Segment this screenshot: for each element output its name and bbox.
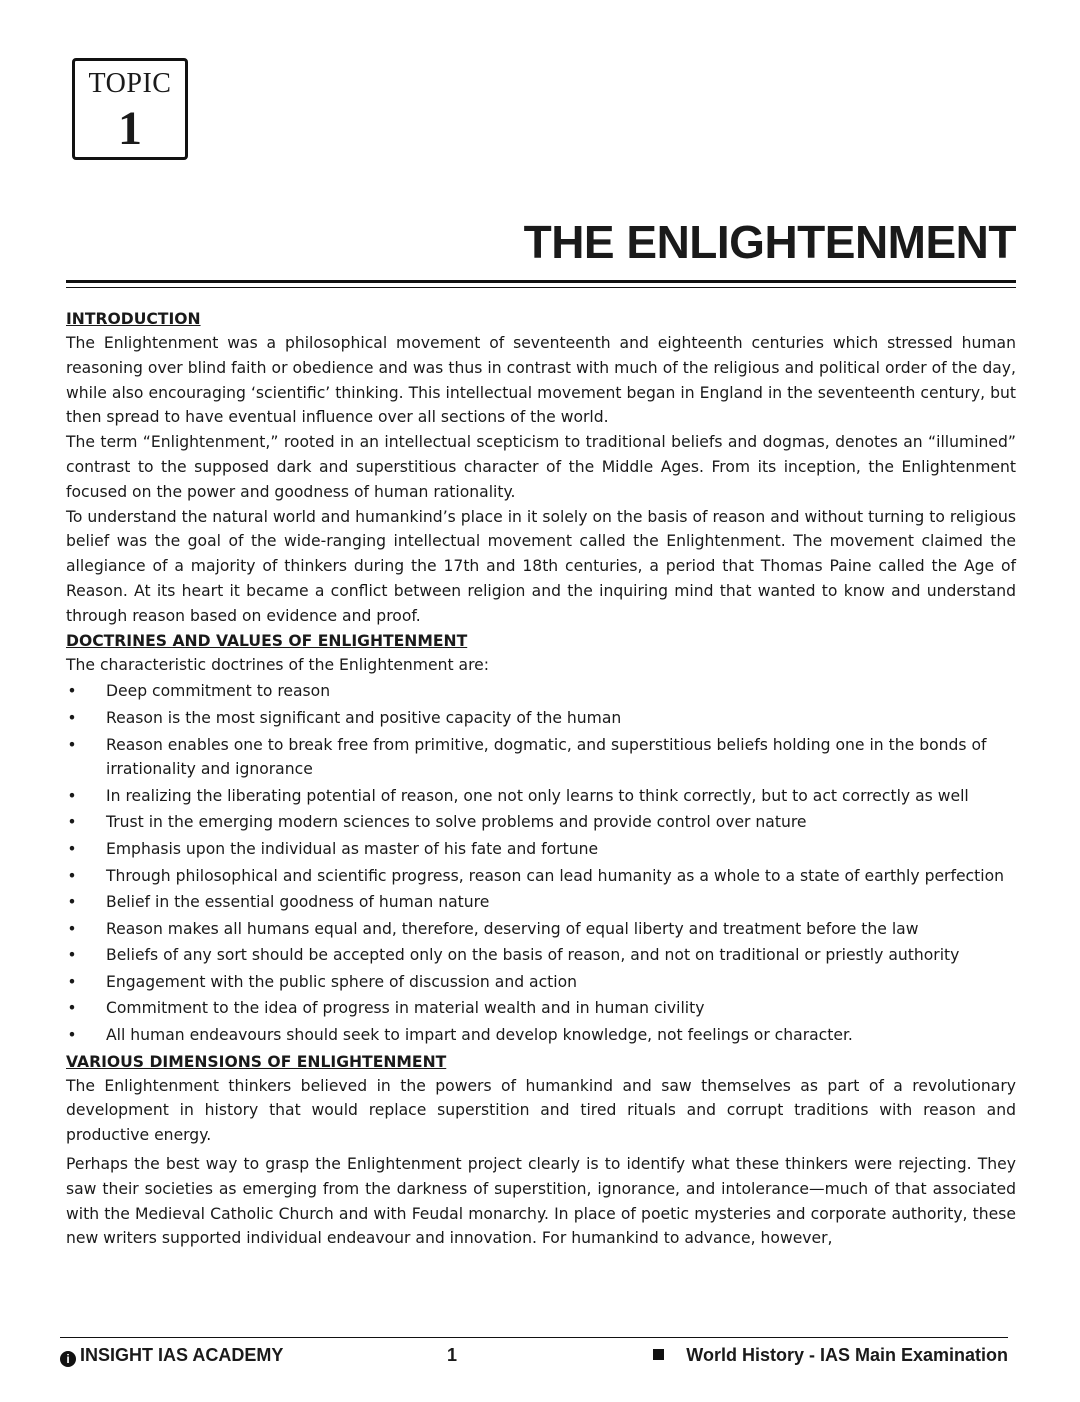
- footer-divider: [60, 1337, 1008, 1338]
- bullet-icon: •: [67, 893, 77, 912]
- list-item: • Emphasis upon the individual as master of his fate and fortune: [66, 837, 1016, 862]
- doctrines-list: [66, 679, 1016, 1047]
- document-body: [66, 307, 1016, 1251]
- academy-logo-icon: i: [60, 1351, 76, 1367]
- doctrines-intro: The characteristic doctrines of the Enlightenment are:: [66, 655, 490, 674]
- page-footer: [60, 1345, 1008, 1371]
- topic-badge: [72, 58, 188, 160]
- list-item: • Engagement with the public sphere of discussion and action: [66, 970, 1016, 995]
- doctrines-heading: DOCTRINES AND VALUES OF ENLIGHTENMENT: [66, 631, 468, 650]
- bullet-icon: •: [67, 999, 77, 1018]
- dimensions-paragraph-2: Perhaps the best way to grasp the Enlightenment project clearly is to identify what these thinkers were rejecting. They saw their societies as emerging from the darkness of superstition, ignorance, and intolerance—much of that associated with the Medieval Catholic Church and with Feudal monarchy. In place of poetic mysteries and corporate authority, these new writers supported individual endeavour and innovation. For humankind to advance, however,: [66, 1155, 1016, 1248]
- list-item: • Deep commitment to reason: [66, 679, 1016, 704]
- list-item: • All human endeavours should seek to impart and develop knowledge, not feelings or character.: [66, 1023, 1016, 1048]
- list-item: • Through philosophical and scientific progress, reason can lead humanity as a whole to a state of earthly perfection: [66, 864, 1016, 889]
- series-name: World History - IAS Main Examination: [686, 1345, 1008, 1365]
- list-item: • In realizing the liberating potential of reason, one not only learns to think correctly, but to act correctly as well: [66, 784, 1016, 809]
- bullet-icon: •: [67, 708, 77, 727]
- bullet-icon: •: [67, 866, 77, 885]
- bullet-icon: •: [67, 682, 77, 701]
- title-divider: [66, 280, 1016, 288]
- dimensions-paragraph-1: The Enlightenment thinkers believed in the powers of humankind and saw themselves as part of a revolutionary development in history that would replace superstition and tired rituals and corrupt traditions with reason and productive energy.: [66, 1076, 1016, 1145]
- bullet-icon: •: [67, 839, 77, 858]
- bullet-icon: •: [67, 972, 77, 991]
- introduction-heading: INTRODUCTION: [66, 310, 201, 328]
- bullet-icon: •: [67, 946, 77, 965]
- introduction-paragraph-1: The Enlightenment was a philosophical movement of seventeenth and eighteenth centuries which stressed human reasoning over blind faith or obedience and was thus in contrast with much of the religious and political order of the day, while also encouraging ‘scientific’ thinking. This intellectual movement began in England in the seventeenth century, but then spread to have eventual influence over all sections of the world.: [66, 334, 1016, 427]
- footer-series: [653, 1345, 1008, 1366]
- square-bullet-icon: [653, 1349, 664, 1360]
- topic-label: TOPIC: [88, 68, 172, 99]
- page-title: THE ENLIGHTENMENT: [523, 216, 1016, 268]
- list-item: • Reason enables one to break free from primitive, dogmatic, and superstitious beliefs holding one in the bonds of irrationality and ignorance: [66, 733, 1016, 782]
- bullet-icon: •: [67, 735, 77, 754]
- introduction-paragraph-3: To understand the natural world and humankind’s place in it solely on the basis of reason and without turning to religious belief was the goal of the wide-ranging intellectual movement called the Enlightenment. The movement claimed the allegiance of a majority of thinkers during the 17th and 18th centuries, a period that Thomas Paine called the Age of Reason. At its heart it became a conflict between religion and the inquiring mind that wanted to know and understand through reason based on evidence and proof.: [66, 507, 1016, 625]
- page-number: 1: [447, 1345, 458, 1365]
- bullet-icon: •: [67, 813, 77, 832]
- footer-academy: [60, 1345, 283, 1367]
- list-item: • Trust in the emerging modern sciences to solve problems and provide control over nature: [66, 810, 1016, 835]
- list-item: • Beliefs of any sort should be accepted only on the basis of reason, and not on traditional or priestly authority: [66, 943, 1016, 968]
- list-item: • Reason is the most significant and positive capacity of the human: [66, 706, 1016, 731]
- list-item: • Belief in the essential goodness of human nature: [66, 890, 1016, 915]
- list-item: • Commitment to the idea of progress in material wealth and in human civility: [66, 996, 1016, 1021]
- bullet-icon: •: [67, 786, 77, 805]
- bullet-icon: •: [67, 919, 77, 938]
- introduction-paragraph-2: The term “Enlightenment,” rooted in an intellectual scepticism to traditional beliefs and dogmas, denotes an “illumined” contrast to the supposed dark and superstitious character of the Middle Ages. From its inception, the Enlightenment focused on the power and goodness of human rationality.: [66, 433, 1016, 501]
- academy-name: INSIGHT IAS ACADEMY: [80, 1345, 284, 1365]
- list-item: • Reason makes all humans equal and, therefore, deserving of equal liberty and treatment before the law: [66, 917, 1016, 942]
- dimensions-heading: VARIOUS DIMENSIONS OF ENLIGHTENMENT: [66, 1052, 447, 1071]
- topic-number: 1: [118, 102, 142, 155]
- bullet-icon: •: [67, 1026, 77, 1045]
